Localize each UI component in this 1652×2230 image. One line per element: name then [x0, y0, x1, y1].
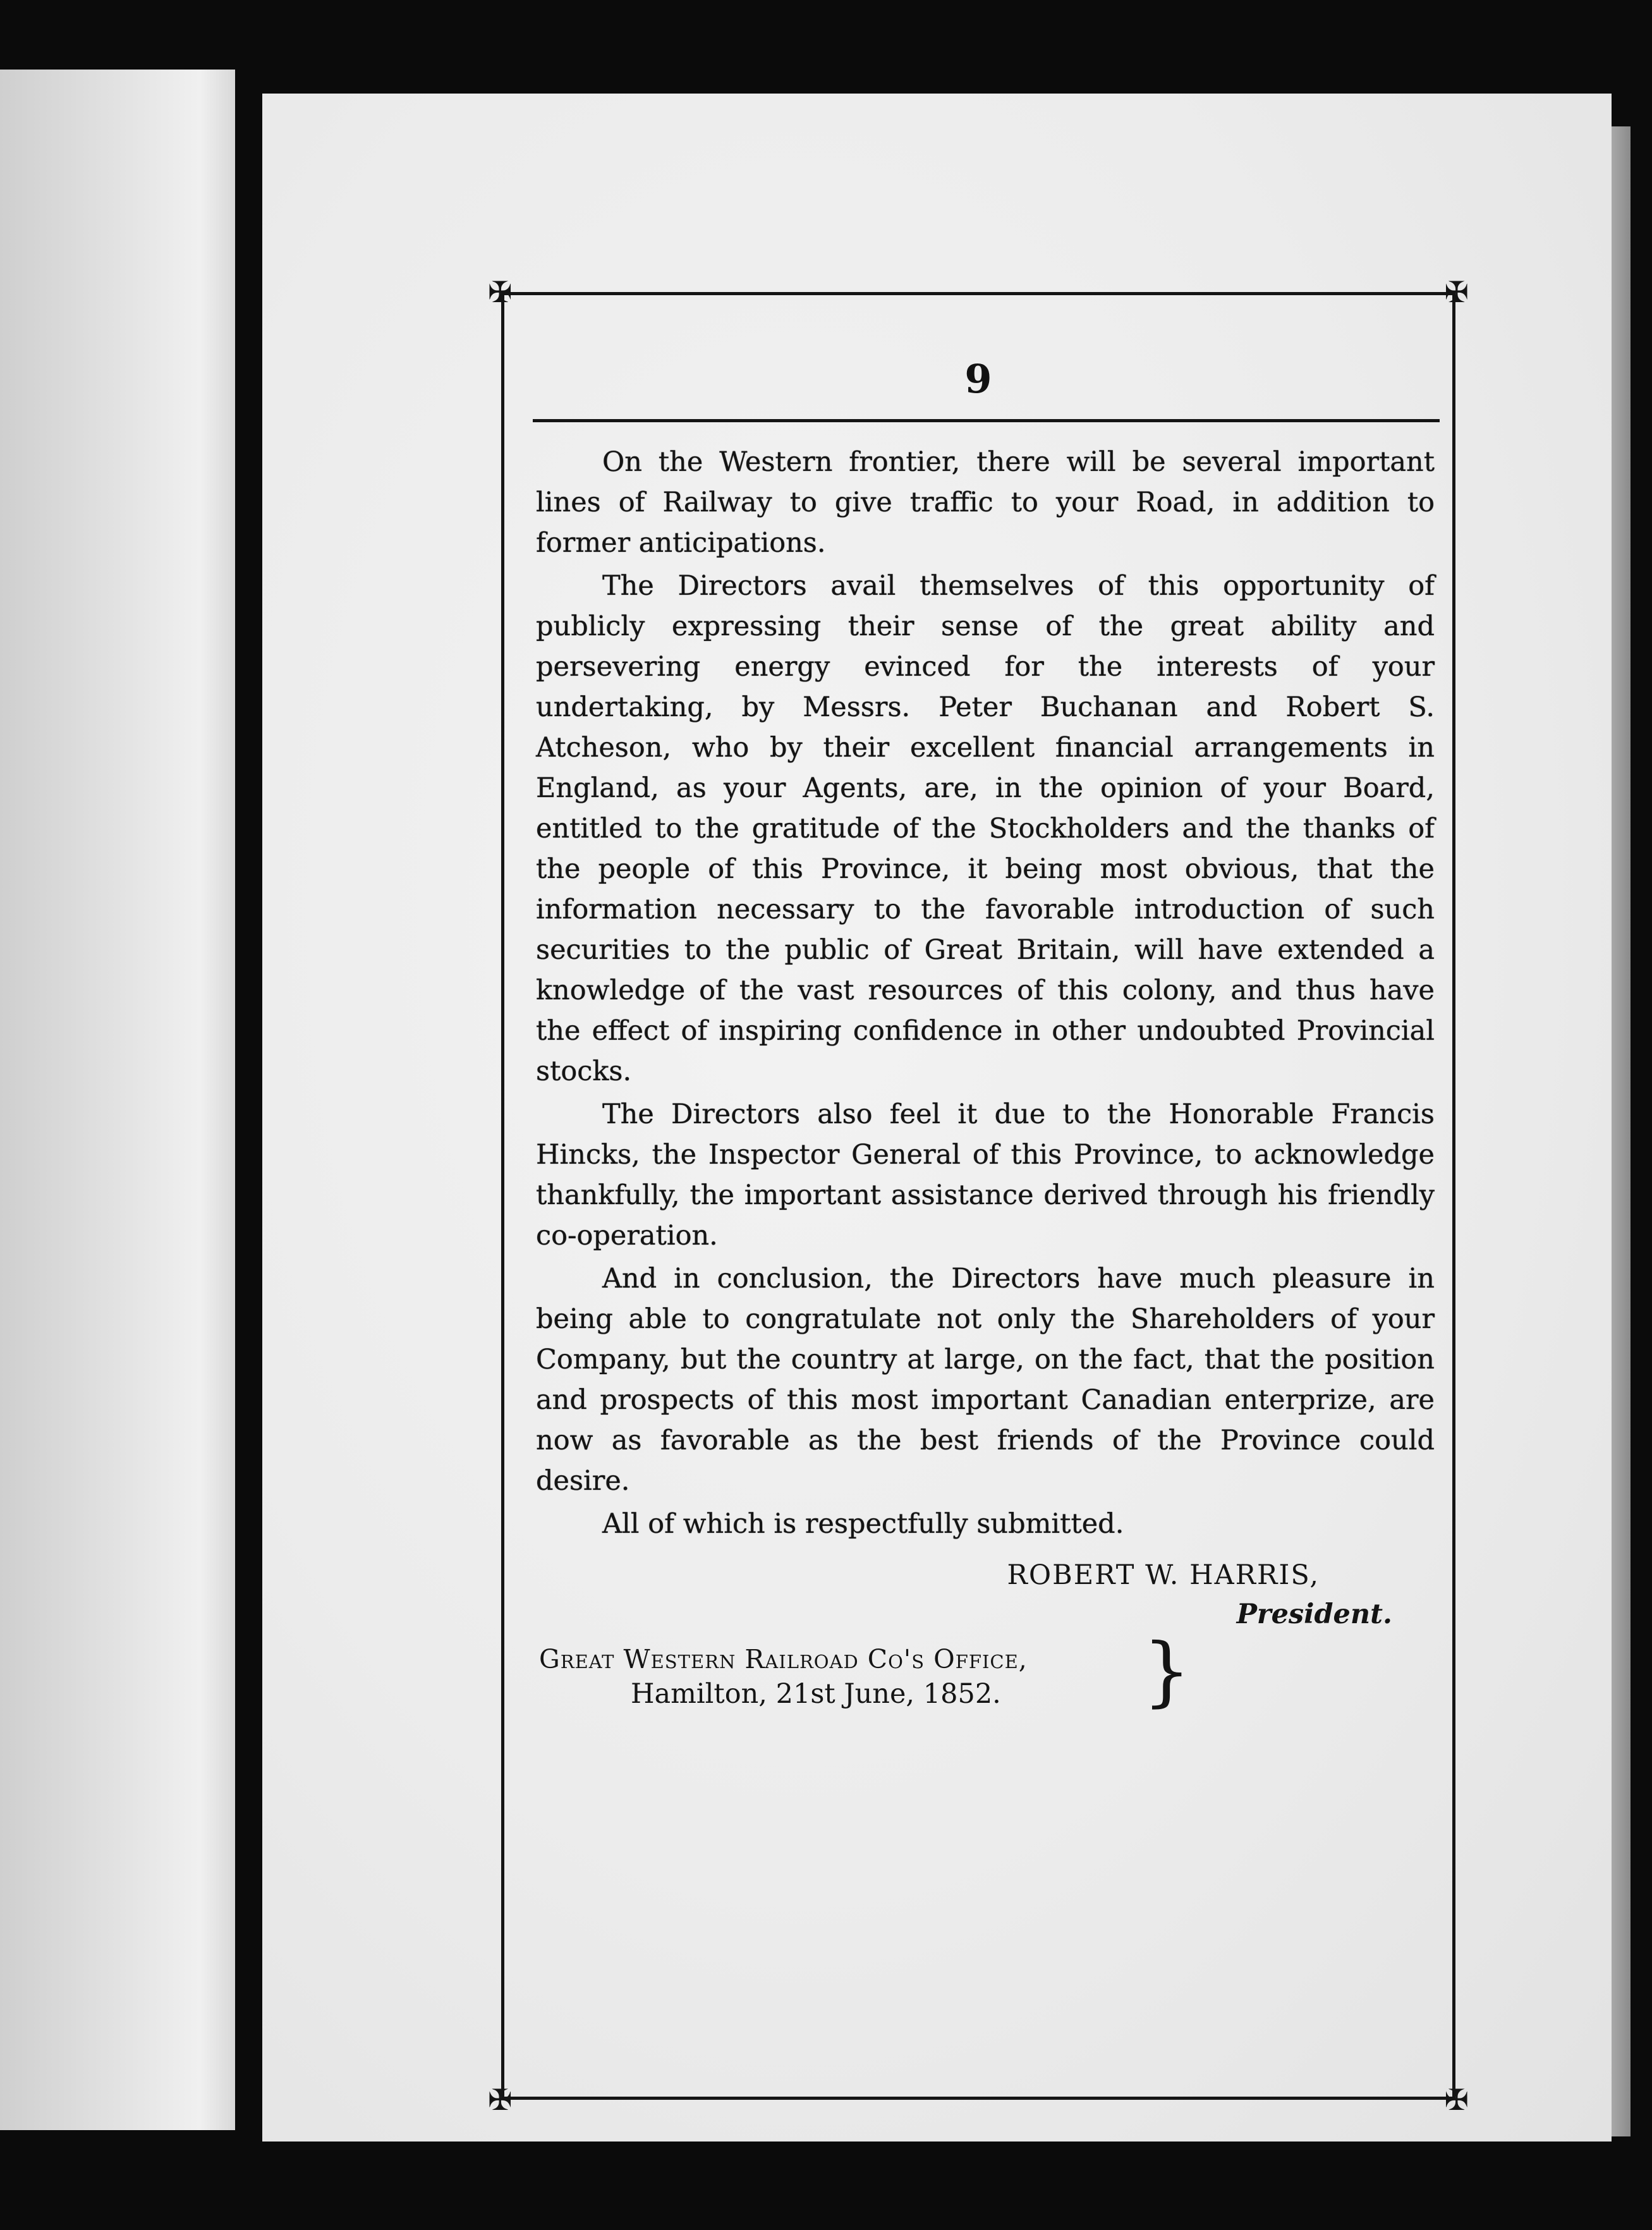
- paragraph: The Directors also feel it due to the Honorable Francis Hincks, the Inspector General of this Province, to acknowledge thankfully, the important assistance derived through his friendly co-operation.: [536, 1099, 1435, 1252]
- facing-page-edge: [0, 70, 235, 2130]
- office-date: Hamilton, 21st June, 1852.: [631, 1678, 1001, 1710]
- body-text: [536, 442, 1435, 1547]
- ornamental-frame: [488, 275, 1469, 2117]
- brace-icon: }: [1143, 1628, 1191, 1715]
- office-name: Great Western Railroad Co's Office,: [539, 1644, 1028, 1674]
- paragraph: On the Western frontier, there will be several important lines of Railway to give traffic to your Road, in addition to former anticipations.: [536, 446, 1435, 559]
- corner-ornament-icon: ✠: [488, 2083, 513, 2117]
- corner-ornament-icon: ✠: [488, 275, 513, 309]
- signer-name: ROBERT W. HARRIS,: [1007, 1559, 1320, 1591]
- header-rule: [533, 419, 1440, 422]
- corner-ornament-icon: ✠: [1444, 2083, 1469, 2117]
- paragraph: The Directors avail themselves of this opportunity of publicly expressing their sense of the great ability and persevering energy evinced for the interests of your undertaking, by Messrs. Peter Buchanan and Robert S. Atcheson, who by their excellent financial arrangements in England, as your Agents, are, in the opinion of your Board, entitled to the gratitude of the Stockholders and the thanks of the people of this Province, it being most obvious, that the information necessary to the favorable introduction of such securities to the public of Great Britain, will have extended a knowledge of the vast resources of this colony, and thus have the effect of inspiring confidence in other undoubted Provincial stocks.: [536, 570, 1435, 1087]
- corner-ornament-icon: ✠: [1444, 275, 1469, 309]
- signer-title: President.: [1236, 1599, 1392, 1630]
- paragraph: All of which is respectfully submitted.: [602, 1508, 1124, 1540]
- page-number: 9: [964, 356, 992, 402]
- paragraph: And in conclusion, the Directors have much pleasure in being able to congratulate not only the Shareholders of your Company, but the country at large, on the fact, that the position and prospects of this most important Canadian enterprize, are now as favorable as the best friends of the Province could desire.: [536, 1263, 1435, 1497]
